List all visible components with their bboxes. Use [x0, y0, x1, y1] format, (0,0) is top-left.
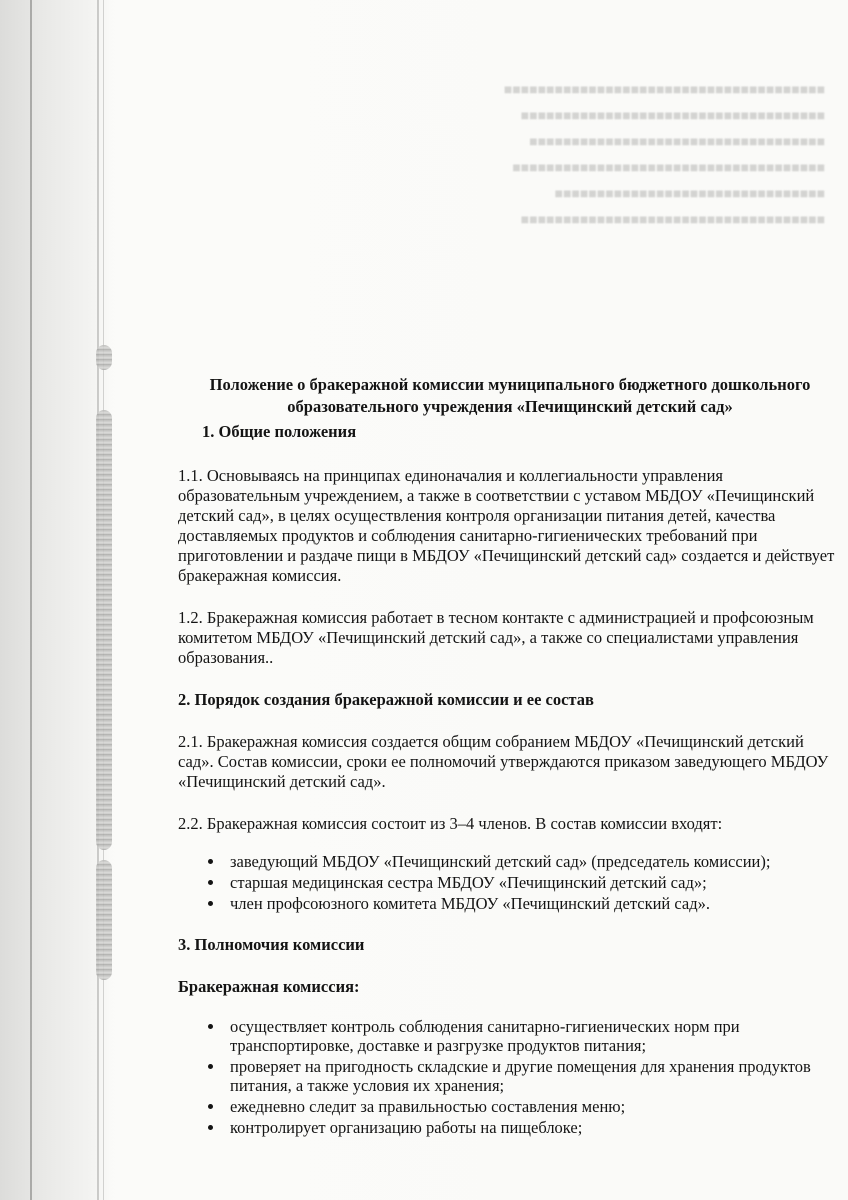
binding-stitch — [96, 860, 112, 980]
reverse-side-bleed-through: ■■■■■■■■■■■■■■■■■■■■■■■■■■■■■■■■■■■■■■ ■■■■■■■■■■■■■■■■■■■■■■■■■■■■■■■■■■■■ ■■■■■■■■■■■■■■■■■■■■■■■■■■■■■■■■■■■ ■■■■■■■■■■■■■■■■■■■■■■■■■■■■■■■■■■■■■ ■■■■■■■■■■■■■■■■■■■■■■■■■■■■■■■■ ■■■■■■■■■■■■■■■■■■■■■■■■■■■■■■■■■■■■ — [503, 83, 825, 228]
list-item: проверяет на пригодность складские и другие помещения для хранения продуктов питания, а также условия их хранения; — [208, 1057, 842, 1095]
title-line-1: Положение о бракеражной комиссии муниципального бюджетного дошкольного — [209, 375, 811, 394]
paragraph-2-1: 2.1. Бракеражная комиссия создается общим собранием МБДОУ «Печищинский детский сад». Состав комиссии, сроки ее полномочий утверждаются приказом заведующего МБДОУ «Печищинский детский сад». — [178, 732, 829, 791]
binding-stitch — [96, 345, 112, 370]
fold-line — [30, 0, 32, 1200]
binding-edge — [0, 0, 112, 1200]
document-body — [178, 374, 842, 1159]
list-item: контролирует организацию работы на пищеблоке; — [208, 1118, 842, 1137]
section-3-subheading: Бракеражная комиссия: — [178, 977, 360, 996]
list-item: член профсоюзного комитета МБДОУ «Печищинский детский сад». — [208, 894, 842, 913]
paragraph-2-2: 2.2. Бракеражная комиссия состоит из 3–4 членов. В состав комиссии входят: — [178, 814, 723, 833]
section-1-heading: 1. Общие положения — [202, 422, 357, 441]
powers-list — [178, 1017, 842, 1137]
document-title — [178, 374, 842, 418]
list-item: осуществляет контроль соблюдения санитарно-гигиенических норм при транспортировке, доставке и разгрузке продуктов питания; — [208, 1017, 842, 1055]
members-list — [178, 852, 842, 913]
section-3-heading: 3. Полномочия комиссии — [178, 935, 365, 954]
section-2-heading: 2. Порядок создания бракеражной комиссии и ее состав — [178, 690, 594, 709]
list-item: заведующий МБДОУ «Печищинский детский сад» (председатель комиссии); — [208, 852, 842, 871]
list-item: старшая медицинская сестра МБДОУ «Печищинский детский сад»; — [208, 873, 842, 892]
paragraph-1-2: 1.2. Бракеражная комиссия работает в тесном контакте с администрацией и профсоюзным комитетом МБДОУ «Печищинский детский сад», а также со специалистами управления образования.. — [178, 608, 814, 667]
paragraph-1-1: 1.1. Основываясь на принципах единоначалия и коллегиальности управления образовательным учреждением, а также в соответствии с уставом МБДОУ «Печищинский детский сад», в целях осуществления контроля организации питания детей, качества доставляемых продуктов и соблюдения санитарно-гигиенических требований при приготовлении и раздаче пищи в МБДОУ «Печищинский детский сад» создается и действует бракеражная комиссия. — [178, 466, 835, 585]
binding-stitch — [96, 410, 112, 850]
title-line-2: образовательного учреждения «Печищинский детский сад» — [287, 397, 733, 416]
list-item: ежедневно следит за правильностью составления меню; — [208, 1097, 842, 1116]
